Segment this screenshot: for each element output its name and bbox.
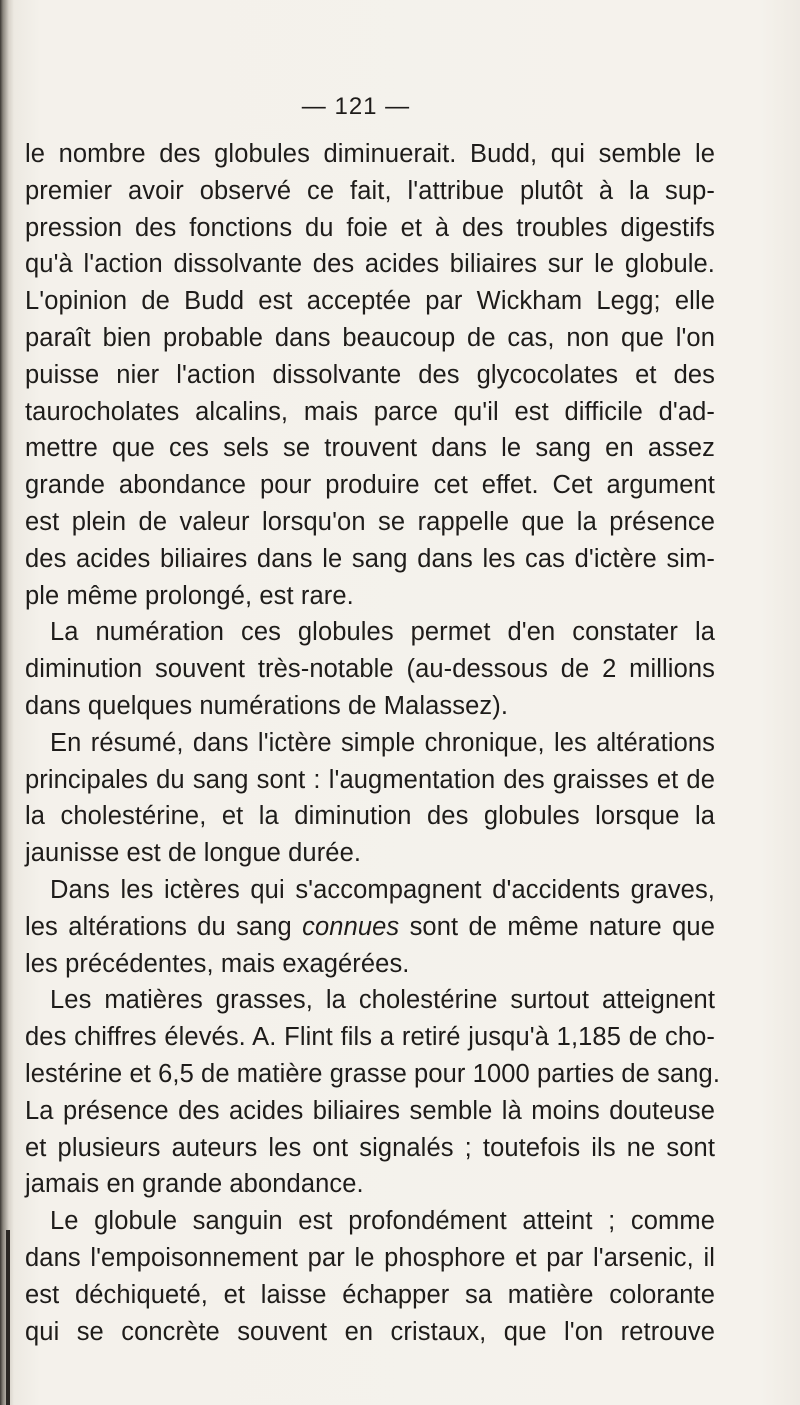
- text-line: est déchiqueté, et laisse échapper sa matière colorante: [25, 1280, 715, 1309]
- text-line: puisse nier l'action dissolvante des glycocolates et des: [25, 360, 715, 389]
- text-line: La présence des acides biliaires semble là moins douteuse: [25, 1096, 715, 1125]
- text-line: Dans les ictères qui s'accompagnent d'accidents graves,: [50, 875, 715, 904]
- text-line: diminution souvent très-notable (au-dessous de 2 millions: [25, 655, 715, 684]
- binding-shadow: [0, 0, 14, 1405]
- text-line: Les matières grasses, la cholestérine surtout atteignent: [50, 986, 715, 1015]
- text-line: lestérine et 6,5 de matière grasse pour 1000 parties de sang.: [25, 1059, 721, 1088]
- text-line: et plusieurs auteurs les ont signalés ; toutefois ils ne sont: [25, 1133, 715, 1162]
- text-line: L'opinion de Budd est acceptée par Wickham Legg; elle: [25, 287, 715, 316]
- text-line: Le globule sanguin est profondément atteint ; comme: [50, 1207, 715, 1236]
- text-line: la cholestérine, et la diminution des globules lorsque la: [25, 802, 715, 831]
- text-line: le nombre des globules diminuerait. Budd, qui semble le: [25, 140, 715, 168]
- text-line: taurocholates alcalins, mais parce qu'il est difficile d'ad-: [25, 397, 715, 426]
- text-line: principales du sang sont : l'augmentation des graisses et de: [25, 765, 715, 794]
- text-line-with-italic: [25, 909, 715, 946]
- text-line: La numération ces globules permet d'en constater la: [50, 618, 715, 647]
- body-text: [25, 136, 721, 1350]
- text-line: dans quelques numérations de Malassez).: [25, 691, 509, 720]
- binding-edge: [6, 1230, 10, 1405]
- text-segment: les altérations du sang: [25, 912, 303, 941]
- text-line: jaunisse est de longue durée.: [25, 839, 362, 868]
- page-number: — 121 —: [301, 93, 411, 120]
- text-line: paraît bien probable dans beaucoup de cas, non que l'on: [25, 323, 715, 352]
- text-line: qui se concrète souvent en cristaux, que l'on retrouve: [25, 1317, 715, 1346]
- text-line: dans l'empoisonnement par le phosphore et par l'arsenic, il: [25, 1243, 715, 1272]
- text-line: jamais en grande abondance.: [25, 1170, 364, 1199]
- italic-word: connues: [302, 912, 400, 941]
- text-line: est plein de valeur lorsqu'on se rappelle que la présence: [25, 507, 715, 536]
- text-line: mettre que ces sels se trouvent dans le sang en assez: [25, 434, 715, 463]
- text-line: grande abondance pour produire cet effet. Cet argument: [25, 471, 715, 500]
- text-line: des chiffres élevés. A. Flint fils a retiré jusqu'à 1,185 de cho-: [25, 1023, 715, 1052]
- text-line: En résumé, dans l'ictère simple chronique, les altérations: [50, 728, 715, 757]
- text-line: ple même prolongé, est rare.: [25, 581, 354, 610]
- text-line: qu'à l'action dissolvante des acides biliaires sur le globule.: [25, 250, 715, 279]
- text-segment: sont de même nature que: [399, 912, 715, 941]
- text-line: des acides biliaires dans le sang dans les cas d'ictère sim-: [25, 544, 715, 573]
- text-line: pression des fonctions du foie et à des troubles digestifs: [25, 213, 715, 242]
- text-line: premier avoir observé ce fait, l'attribue plutôt à la sup-: [25, 176, 715, 205]
- text-line: les précédentes, mais exagérées.: [25, 949, 410, 978]
